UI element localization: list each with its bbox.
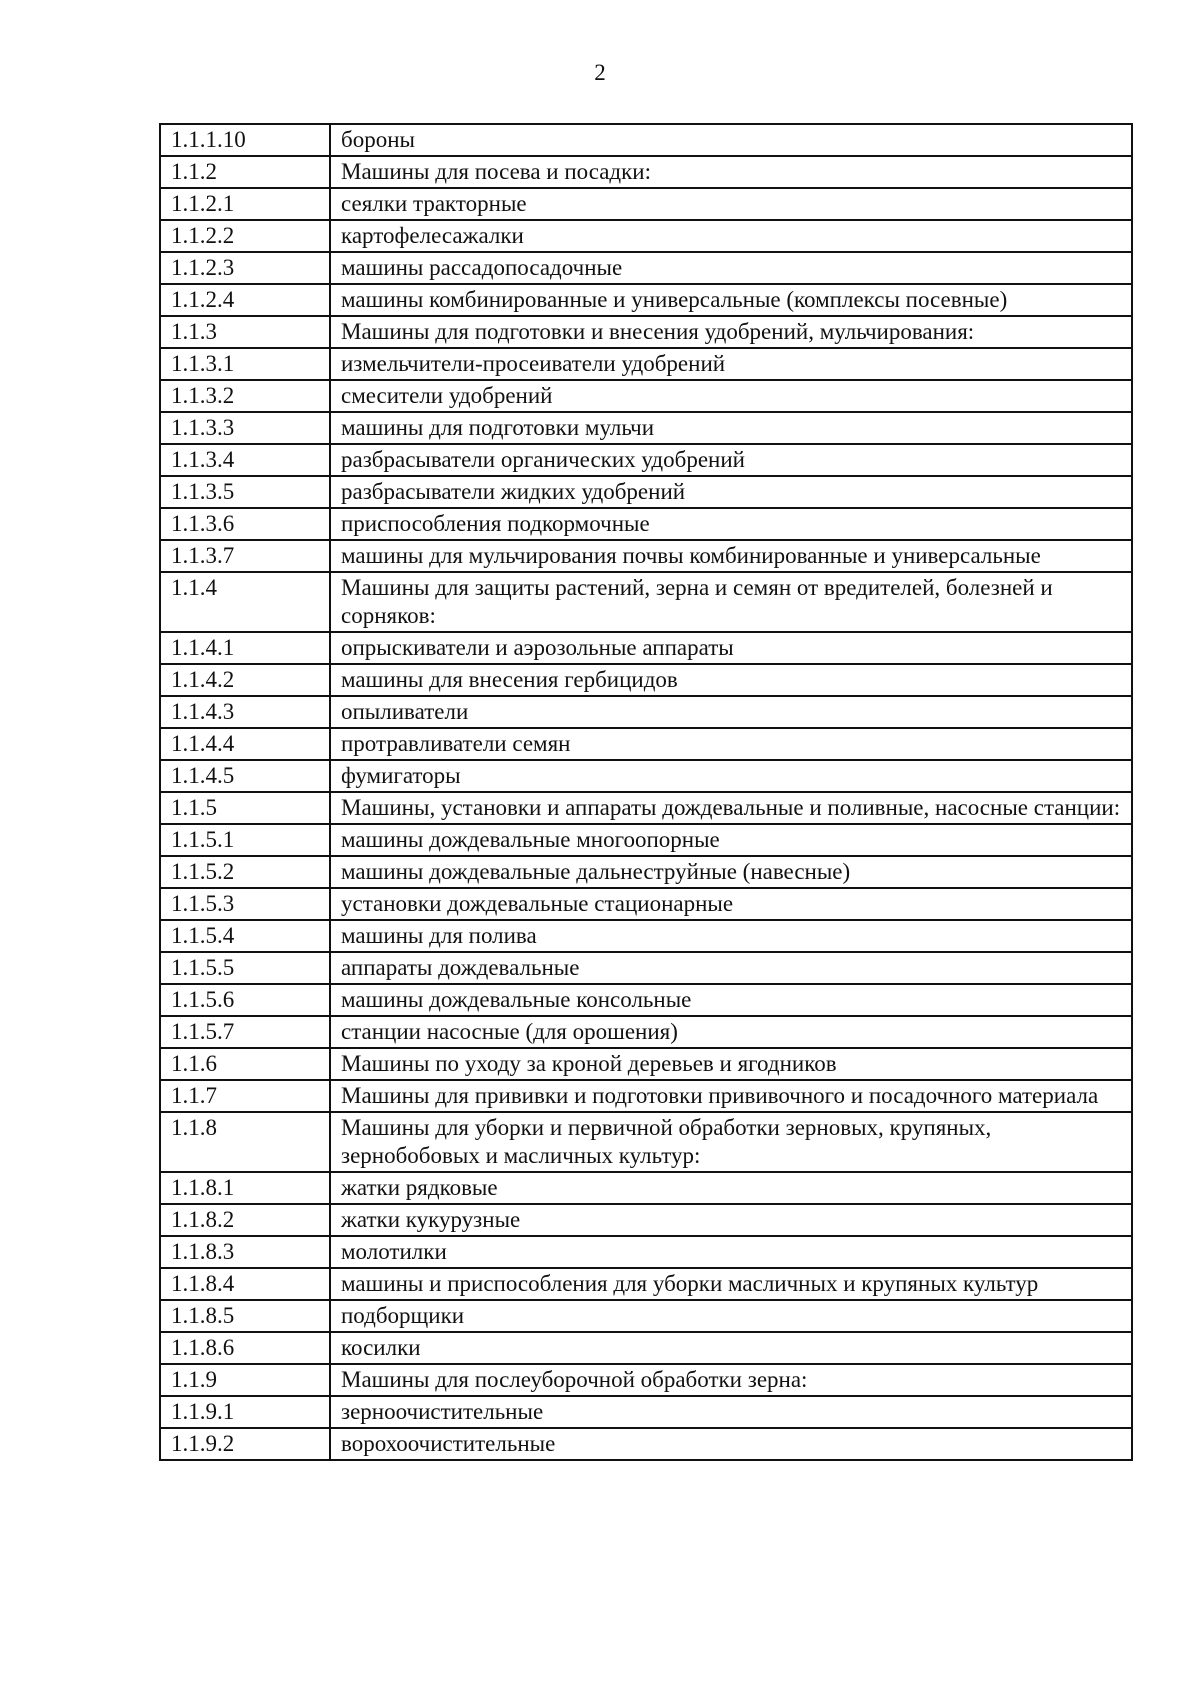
table-row bbox=[160, 1048, 1132, 1080]
row-code: 1.1.8.1 bbox=[160, 1172, 330, 1204]
row-code: 1.1.4 bbox=[160, 572, 330, 632]
table-row bbox=[160, 952, 1132, 984]
row-code: 1.1.8.2 bbox=[160, 1204, 330, 1236]
row-code: 1.1.8.5 bbox=[160, 1300, 330, 1332]
table-row bbox=[160, 1396, 1132, 1428]
row-description: машины для внесения гербицидов bbox=[330, 664, 1132, 696]
row-code: 1.1.4.2 bbox=[160, 664, 330, 696]
row-code: 1.1.9 bbox=[160, 1364, 330, 1396]
row-code: 1.1.4.4 bbox=[160, 728, 330, 760]
table-row bbox=[160, 508, 1132, 540]
row-code: 1.1.3.3 bbox=[160, 412, 330, 444]
table-row bbox=[160, 348, 1132, 380]
table-row bbox=[160, 316, 1132, 348]
row-description: измельчители-просеиватели удобрений bbox=[330, 348, 1132, 380]
row-description: картофелесажалки bbox=[330, 220, 1132, 252]
row-code: 1.1.8.4 bbox=[160, 1268, 330, 1300]
row-description: Машины для подготовки и внесения удобрений, мульчирования: bbox=[330, 316, 1132, 348]
row-description: разбрасыватели жидких удобрений bbox=[330, 476, 1132, 508]
row-code: 1.1.3.7 bbox=[160, 540, 330, 572]
table-row bbox=[160, 284, 1132, 316]
table-row bbox=[160, 252, 1132, 284]
row-code: 1.1.5 bbox=[160, 792, 330, 824]
row-description: Машины по уходу за кроной деревьев и ягодников bbox=[330, 1048, 1132, 1080]
table-row bbox=[160, 412, 1132, 444]
row-description: зерноочистительные bbox=[330, 1396, 1132, 1428]
row-description: Машины для прививки и подготовки прививочного и посадочного материала bbox=[330, 1080, 1132, 1112]
row-code: 1.1.8.6 bbox=[160, 1332, 330, 1364]
table-row bbox=[160, 984, 1132, 1016]
row-description: жатки рядковые bbox=[330, 1172, 1132, 1204]
table-row bbox=[160, 664, 1132, 696]
row-code: 1.1.5.5 bbox=[160, 952, 330, 984]
row-code: 1.1.8.3 bbox=[160, 1236, 330, 1268]
row-code: 1.1.2.4 bbox=[160, 284, 330, 316]
row-code: 1.1.3 bbox=[160, 316, 330, 348]
table-row bbox=[160, 1300, 1132, 1332]
row-code: 1.1.9.1 bbox=[160, 1396, 330, 1428]
row-description: приспособления подкормочные bbox=[330, 508, 1132, 540]
row-description: машины дождевальные дальнеструйные (навесные) bbox=[330, 856, 1132, 888]
row-description: аппараты дождевальные bbox=[330, 952, 1132, 984]
row-description: фумигаторы bbox=[330, 760, 1132, 792]
row-code: 1.1.5.7 bbox=[160, 1016, 330, 1048]
row-description: опрыскиватели и аэрозольные аппараты bbox=[330, 632, 1132, 664]
row-description: бороны bbox=[330, 124, 1132, 156]
row-description: Машины для посева и посадки: bbox=[330, 156, 1132, 188]
row-code: 1.1.6 bbox=[160, 1048, 330, 1080]
page-number: 2 bbox=[594, 60, 606, 85]
table-body bbox=[160, 124, 1132, 1460]
row-code: 1.1.4.5 bbox=[160, 760, 330, 792]
row-code: 1.1.5.4 bbox=[160, 920, 330, 952]
row-description: машины дождевальные консольные bbox=[330, 984, 1132, 1016]
table-row bbox=[160, 1112, 1132, 1172]
row-description: ворохоочистительные bbox=[330, 1428, 1132, 1460]
row-code: 1.1.8 bbox=[160, 1112, 330, 1172]
row-code: 1.1.4.3 bbox=[160, 696, 330, 728]
row-code: 1.1.2 bbox=[160, 156, 330, 188]
row-description: машины для подготовки мульчи bbox=[330, 412, 1132, 444]
row-code: 1.1.2.2 bbox=[160, 220, 330, 252]
row-code: 1.1.2.3 bbox=[160, 252, 330, 284]
row-code: 1.1.1.10 bbox=[160, 124, 330, 156]
row-description: машины дождевальные многоопорные bbox=[330, 824, 1132, 856]
row-code: 1.1.3.2 bbox=[160, 380, 330, 412]
row-description: Машины для защиты растений, зерна и семян от вредителей, болезней и сорняков: bbox=[330, 572, 1132, 632]
row-code: 1.1.3.4 bbox=[160, 444, 330, 476]
table-row bbox=[160, 920, 1132, 952]
row-description: опыливатели bbox=[330, 696, 1132, 728]
row-description: косилки bbox=[330, 1332, 1132, 1364]
row-code: 1.1.4.1 bbox=[160, 632, 330, 664]
row-code: 1.1.5.6 bbox=[160, 984, 330, 1016]
table-row bbox=[160, 1204, 1132, 1236]
row-description: Машины для уборки и первичной обработки зерновых, крупяных, зернобобовых и масличных культур: bbox=[330, 1112, 1132, 1172]
table-row bbox=[160, 728, 1132, 760]
row-code: 1.1.9.2 bbox=[160, 1428, 330, 1460]
row-description: протравливатели семян bbox=[330, 728, 1132, 760]
table-row bbox=[160, 220, 1132, 252]
table-row bbox=[160, 572, 1132, 632]
row-description: машины комбинированные и универсальные (комплексы посевные) bbox=[330, 284, 1132, 316]
table-row bbox=[160, 632, 1132, 664]
row-description: станции насосные (для орошения) bbox=[330, 1016, 1132, 1048]
row-description: Машины для послеуборочной обработки зерна: bbox=[330, 1364, 1132, 1396]
row-description: разбрасыватели органических удобрений bbox=[330, 444, 1132, 476]
table-row bbox=[160, 888, 1132, 920]
table-row bbox=[160, 824, 1132, 856]
table-row bbox=[160, 156, 1132, 188]
table-row bbox=[160, 1428, 1132, 1460]
row-description: машины рассадопосадочные bbox=[330, 252, 1132, 284]
table-row bbox=[160, 1016, 1132, 1048]
row-description: подборщики bbox=[330, 1300, 1132, 1332]
row-description: машины и приспособления для уборки масличных и крупяных культур bbox=[330, 1268, 1132, 1300]
row-code: 1.1.3.1 bbox=[160, 348, 330, 380]
row-description: сеялки тракторные bbox=[330, 188, 1132, 220]
row-description: молотилки bbox=[330, 1236, 1132, 1268]
table-row bbox=[160, 380, 1132, 412]
table-row bbox=[160, 1080, 1132, 1112]
table-row bbox=[160, 476, 1132, 508]
table-row bbox=[160, 444, 1132, 476]
row-description: жатки кукурузные bbox=[330, 1204, 1132, 1236]
table-row bbox=[160, 188, 1132, 220]
row-description: смесители удобрений bbox=[330, 380, 1132, 412]
row-code: 1.1.2.1 bbox=[160, 188, 330, 220]
table-row bbox=[160, 792, 1132, 824]
row-description: установки дождевальные стационарные bbox=[330, 888, 1132, 920]
table-row bbox=[160, 1172, 1132, 1204]
table-row bbox=[160, 1364, 1132, 1396]
table-row bbox=[160, 856, 1132, 888]
table-row bbox=[160, 760, 1132, 792]
table-row bbox=[160, 1332, 1132, 1364]
row-code: 1.1.7 bbox=[160, 1080, 330, 1112]
row-code: 1.1.3.5 bbox=[160, 476, 330, 508]
row-description: Машины, установки и аппараты дождевальные и поливные, насосные станции: bbox=[330, 792, 1132, 824]
row-code: 1.1.3.6 bbox=[160, 508, 330, 540]
classification-table bbox=[159, 123, 1133, 1461]
table-row bbox=[160, 1236, 1132, 1268]
row-code: 1.1.5.1 bbox=[160, 824, 330, 856]
row-code: 1.1.5.2 bbox=[160, 856, 330, 888]
row-description: машины для мульчирования почвы комбинированные и универсальные bbox=[330, 540, 1132, 572]
table-row bbox=[160, 696, 1132, 728]
row-code: 1.1.5.3 bbox=[160, 888, 330, 920]
row-description: машины для полива bbox=[330, 920, 1132, 952]
table-row bbox=[160, 1268, 1132, 1300]
table-row bbox=[160, 540, 1132, 572]
table-row bbox=[160, 124, 1132, 156]
